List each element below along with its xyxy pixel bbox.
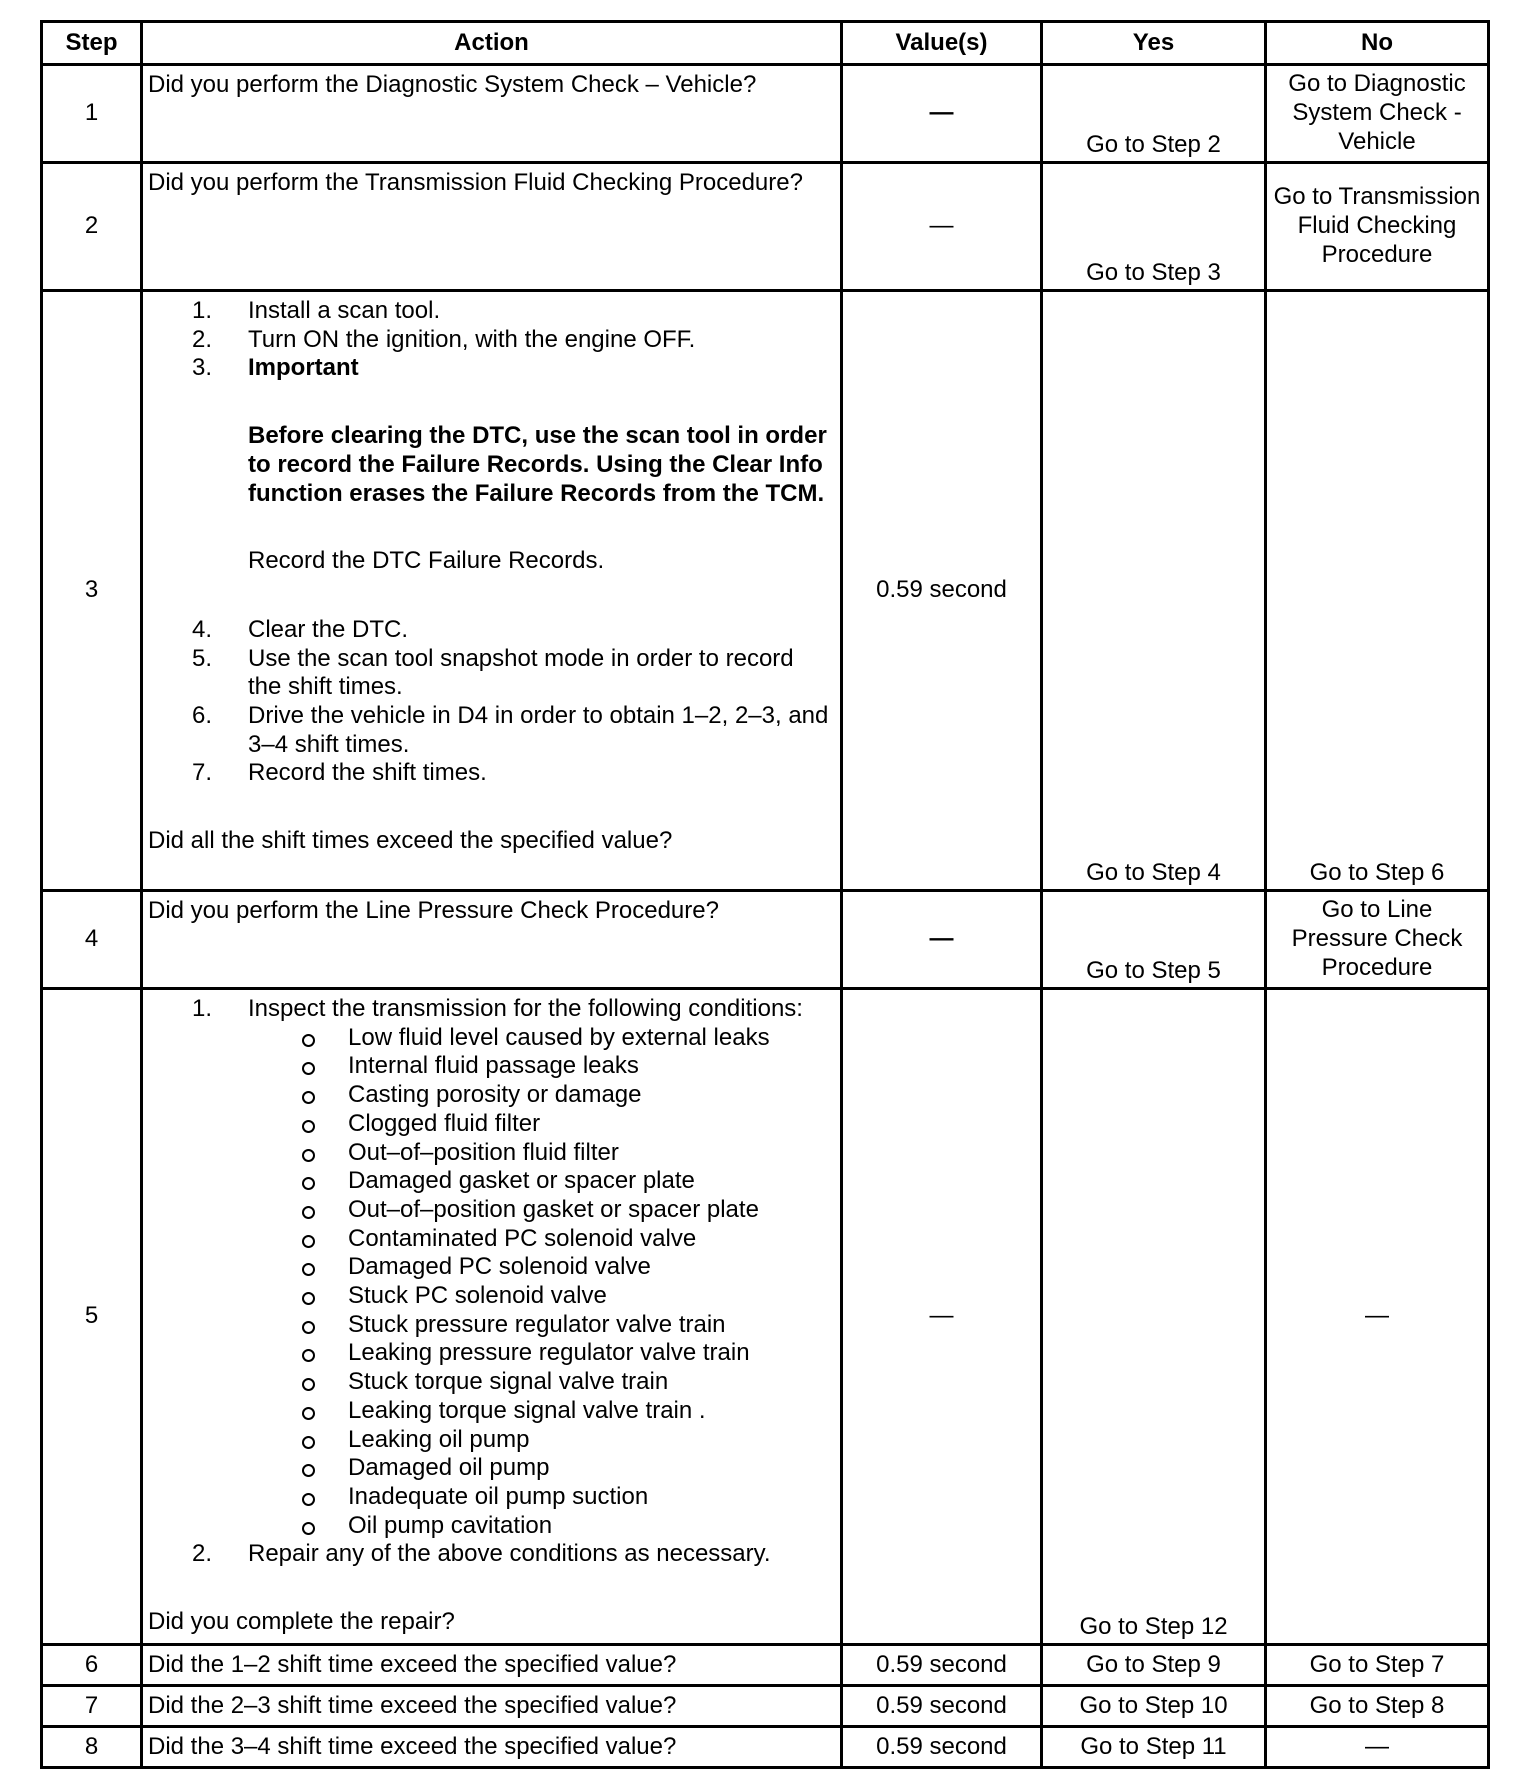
value-cell: 0.59 second — [842, 1727, 1042, 1768]
important-note: Before clearing the DTC, use the scan tool in order to record the Failure Records. Using the Clear Info function erases the Failure Records from the TCM. — [248, 422, 827, 507]
list-item: 1. Install a scan tool. — [192, 297, 441, 324]
value-cell — [842, 65, 1042, 163]
table-row-step-3 — [42, 291, 1489, 891]
step-number: 4 — [42, 891, 142, 989]
no-cell — [1266, 65, 1489, 163]
step-number: 7 — [42, 1686, 142, 1727]
table-row-step-4 — [42, 891, 1489, 989]
list-item: 2. Turn ON the ignition, with the engine OFF. — [192, 325, 696, 353]
record-instruction: Record the DTC Failure Records. — [248, 547, 605, 575]
condition-item: Out–of–position fluid filter — [348, 1139, 832, 1168]
value-cell: 0.59 second — [842, 291, 1042, 891]
inspection-list — [148, 995, 832, 1569]
step-number: 5 — [42, 989, 142, 1645]
diagnostic-table — [40, 20, 1490, 1769]
table-row-step-1 — [42, 65, 1489, 163]
step-number: 6 — [42, 1645, 142, 1686]
no-text: Go to Diagnostic System Check - Vehicle — [1288, 70, 1466, 155]
list-item: 3. Important Before clearing the DTC, use the scan tool in order to record the Failure Records. Using the Clear Info function erases the Failure Records from the TCM. Record the DTC Failure Records. — [248, 354, 832, 576]
action-question: Did you complete the repair? — [148, 1608, 455, 1636]
header-yes: Yes — [1042, 22, 1266, 65]
condition-item: Damaged gasket or spacer plate — [348, 1167, 832, 1196]
value-cell — [842, 163, 1042, 291]
action-cell: Did the 1–2 shift time exceed the specified value? — [142, 1645, 842, 1686]
step-number: 8 — [42, 1727, 142, 1768]
table-row-step-5 — [42, 989, 1489, 1645]
no-cell: Go to Step 7 — [1266, 1645, 1489, 1686]
yes-cell: Go to Step 2 — [1042, 65, 1266, 163]
value-dash: — — [929, 212, 954, 240]
action-cell — [142, 989, 842, 1645]
condition-item: Damaged PC solenoid valve — [348, 1253, 832, 1282]
yes-cell: Go to Step 12 — [1042, 989, 1266, 1645]
no-cell: — — [1266, 1727, 1489, 1768]
procedure-list — [148, 297, 832, 788]
condition-item: Leaking torque signal valve train . — [348, 1397, 832, 1426]
no-text: Go to Transmission Fluid Checking Procedure — [1273, 183, 1481, 268]
value-cell — [842, 989, 1042, 1645]
no-cell: Go to Step 6 — [1266, 291, 1489, 891]
yes-cell: Go to Step 5 — [1042, 891, 1266, 989]
list-item: 5. Use the scan tool snapshot mode in order to record the shift times. — [192, 644, 794, 701]
yes-cell: Go to Step 9 — [1042, 1645, 1266, 1686]
yes-cell: Go to Step 4 — [1042, 291, 1266, 891]
condition-item: Casting porosity or damage — [348, 1081, 832, 1110]
condition-list — [248, 1024, 832, 1541]
list-item: 4. Clear the DTC. — [192, 615, 409, 643]
value-dash: — — [929, 1302, 954, 1330]
value-dash: — — [929, 99, 954, 127]
condition-item: Stuck pressure regulator valve train — [348, 1311, 832, 1340]
yes-cell: Go to Step 10 — [1042, 1686, 1266, 1727]
no-cell — [1266, 163, 1489, 291]
condition-item: Leaking pressure regulator valve train — [348, 1339, 832, 1368]
header-row — [42, 22, 1489, 65]
value-cell: 0.59 second — [842, 1645, 1042, 1686]
condition-item: Stuck PC solenoid valve — [348, 1282, 832, 1311]
no-cell: Go to Step 8 — [1266, 1686, 1489, 1727]
condition-item: Damaged oil pump — [348, 1454, 832, 1483]
header-step: Step — [42, 22, 142, 65]
step-number: 1 — [42, 65, 142, 163]
action-cell — [142, 891, 842, 989]
step-number: 2 — [42, 163, 142, 291]
action-cell — [142, 291, 842, 891]
value-dash: — — [929, 925, 954, 953]
table-row-step-8 — [42, 1727, 1489, 1768]
list-item: 2. Repair any of the above conditions as necessary. — [192, 1540, 771, 1568]
value-cell: 0.59 second — [842, 1686, 1042, 1727]
action-cell — [142, 65, 842, 163]
list-item: 6. Drive the vehicle in D4 in order to obtain 1–2, 2–3, and 3–4 shift times. — [192, 702, 829, 758]
action-cell — [142, 163, 842, 291]
table-row-step-6 — [42, 1645, 1489, 1686]
condition-item: Oil pump cavitation — [348, 1512, 832, 1541]
list-item: 1. Inspect the transmission for the following conditions: Low fluid level caused by external leaks Internal fluid passage leaks Casting porosity or damage Clogged fluid filter Out–of–position fluid filter Damaged gasket or spacer plate Out–of–position gasket or spacer plate Contaminated PC solenoid valve Damaged PC solenoid valve Stuck PC solenoid valve Stuck pressure regulator valve train Leaking pressure regulator valve train Stuck torque signal valve train Leaking torque signal valve train . Leaking oil pump Damaged oil pump Inadequate oil pump suction Oil pump cavitation — [248, 995, 832, 1540]
condition-item: Stuck torque signal valve train — [348, 1368, 832, 1397]
yes-cell: Go to Step 3 — [1042, 163, 1266, 291]
value-cell — [842, 891, 1042, 989]
table-row-step-2 — [42, 163, 1489, 291]
no-text: Go to Line Pressure Check Procedure — [1291, 896, 1463, 981]
yes-cell: Go to Step 11 — [1042, 1727, 1266, 1768]
important-title: Important — [248, 354, 359, 382]
condition-item: Contaminated PC solenoid valve — [348, 1225, 832, 1254]
action-cell: Did the 3–4 shift time exceed the specified value? — [142, 1727, 842, 1768]
action-text: Did you perform the Line Pressure Check Procedure? — [148, 897, 719, 924]
condition-item: Clogged fluid filter — [348, 1110, 832, 1139]
list-item: 7. Record the shift times. — [192, 759, 487, 787]
condition-item: Inadequate oil pump suction — [348, 1483, 832, 1512]
table-row-step-7 — [42, 1686, 1489, 1727]
no-cell — [1266, 891, 1489, 989]
no-cell — [1266, 989, 1489, 1645]
condition-item: Low fluid level caused by external leaks — [348, 1024, 832, 1053]
action-question: Did all the shift times exceed the specified value? — [148, 827, 673, 855]
header-no: No — [1266, 22, 1489, 65]
condition-item: Leaking oil pump — [348, 1426, 832, 1455]
header-values: Value(s) — [842, 22, 1042, 65]
condition-item: Out–of–position gasket or spacer plate — [348, 1196, 832, 1225]
header-action: Action — [142, 22, 842, 65]
action-cell: Did the 2–3 shift time exceed the specified value? — [142, 1686, 842, 1727]
no-dash: — — [1365, 1302, 1389, 1330]
step-number: 3 — [42, 291, 142, 891]
condition-item: Internal fluid passage leaks — [348, 1052, 832, 1081]
action-text: Did you perform the Diagnostic System Check – Vehicle? — [148, 71, 757, 98]
action-text: Did you perform the Transmission Fluid Checking Procedure? — [148, 169, 803, 196]
